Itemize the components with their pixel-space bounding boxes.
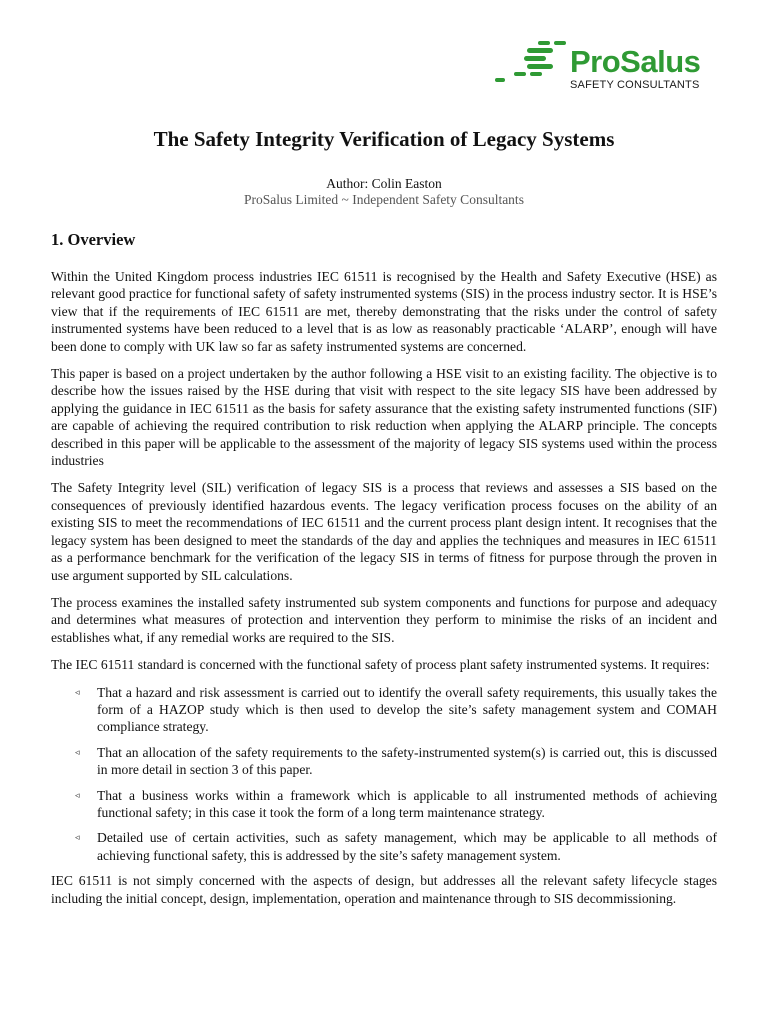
paragraph: Within the United Kingdom process industries IEC 61511 is recognised by the Health and Safety Executive (HSE) as relevant good practice for functional safety of safety instrumented systems (SIS) in the process industry sector. It is HSE’s view that if the requirements of IEC 61511 are met, thereby demonstrating that the risks under the control of safety instrumented systems have been reduced to a level that is as low as reasonably practicable ‘ALARP’, enough will have been done to comply with UK law so far as safety instrumented systems are concerned. [51,269,717,354]
company-logo [494,38,714,94]
logo-name: ProSalus [570,44,701,79]
bullet-icon: ◃ [75,790,80,801]
paragraph: This paper is based on a project undertaken by the author following a HSE visit to an existing facility. The objective is to describe how the issues raised by the HSE during that visit with respect to the site legacy SIS have been addressed by applying the guidance in IEC 61511 as the basis for safety assurance that the existing safety instrumented functions (SIF) are capable of achieving the required contribution to risk reduction when applying the ALARP principle. The concepts described in this paper will be applicable to the assessment of the majority of legacy SIS systems used within the process industries [51,366,717,469]
document-body [51,268,717,917]
list-item-text: Detailed use of certain activities, such as safety management, which may be applicable to all methods of achieving functional safety, this is addressed by the site’s safety management system. [97,830,717,863]
closing-paragraph: IEC 61511 is not simply concerned with the aspects of design, but addresses all the relevant safety lifecycle stages including the initial concept, design, implementation, operation and maintenance through to SIS decommissioning. [51,873,717,906]
requirements-list [51,684,717,865]
paragraph: The IEC 61511 standard is concerned with the functional safety of process plant safety instrumented systems. It requires: [51,657,710,673]
author-line: Author: Colin Easton [326,176,442,191]
logo-tagline: SAFETY CONSULTANTS [570,79,700,91]
list-item [51,684,717,736]
bullet-icon: ◃ [75,687,80,698]
list-item [51,829,717,864]
document-title: The Safety Integrity Verification of Legacy Systems [153,127,615,151]
paragraph: The process examines the installed safety instrumented sub system components and functions for purpose and adequacy and determines what measures of protection and intervention they perform to minimise the risks of an incident and establishes what, if any remedial works are required to the SIS. [51,594,717,645]
list-item [51,787,717,822]
list-item [51,744,717,779]
list-item-text: That a hazard and risk assessment is carried out to identify the overall safety requirements, this usually takes the form of a HAZOP study which is then used to develop the site’s safety management system and COMAH compliance strategy. [97,684,717,735]
affiliation-line: ProSalus Limited ~ Independent Safety Consultants [244,192,524,207]
bullet-icon: ◃ [75,833,80,844]
paragraph: The Safety Integrity level (SIL) verification of legacy SIS is a process that reviews and assesses a SIS based on the consequences of previously identified hazardous events. The legacy verification process focuses on the ability of an existing SIS to meet the recommendations of IEC 61511 and the current process plant design intent. It recognises that the legacy system has been designed to meet the standards of the day and applies the techniques and measures in IEC 61511 as a performance benchmark for the verification of the legacy SIS in terms of fitness for purpose through the proven in use argument supported by SIL calculations. [51,480,717,583]
list-item-text: That a business works within a framework which is applicable to all instrumented methods of achieving functional safety; in this case it took the form of a long term maintenance strategy. [97,787,717,820]
bullet-icon: ◃ [75,747,80,758]
section-heading: 1. Overview [51,230,136,249]
list-item-text: That an allocation of the safety requirements to the safety-instrumented system(s) is carried out, this is discussed in more detail in section 3 of this paper. [97,744,717,778]
stacked-green-dashes-icon [494,38,570,90]
